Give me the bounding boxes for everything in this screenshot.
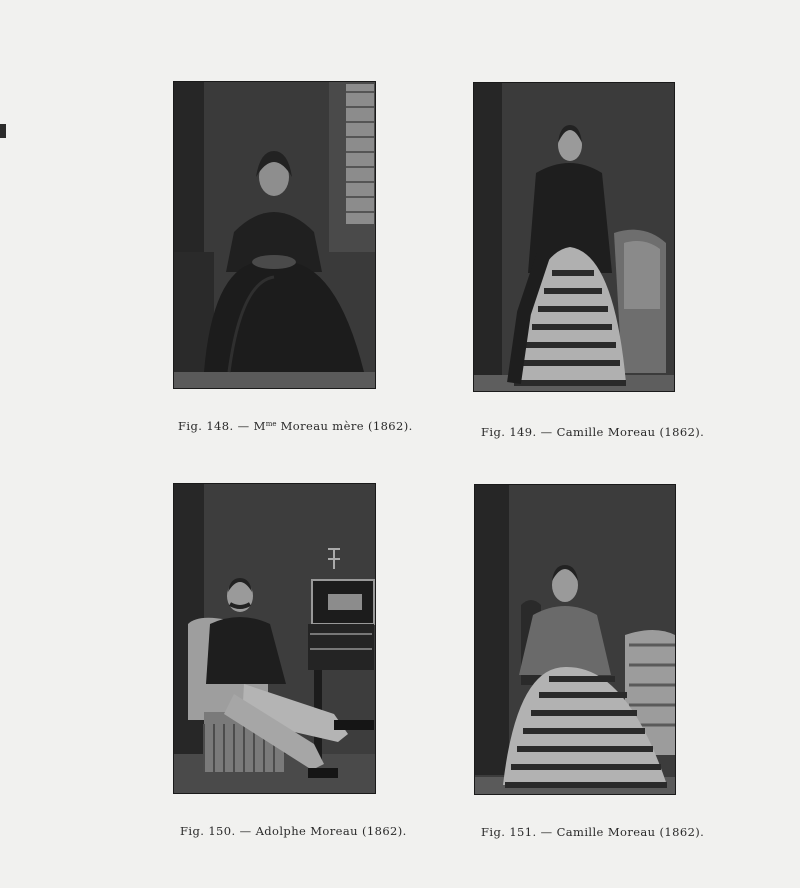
caption-name: Camille Moreau — [556, 825, 656, 839]
caption-dash: — — [536, 425, 557, 439]
caption-name: Camille Moreau — [556, 425, 656, 439]
caption-name: $M^{me}$ Moreau mère — [253, 419, 364, 433]
scan-edge-mark — [0, 124, 6, 138]
photo-fig-151 — [474, 484, 676, 795]
caption-fig-148 — [178, 419, 413, 433]
caption-dash: — — [536, 825, 557, 839]
caption-dash: — — [235, 824, 256, 838]
photo-fig-148 — [173, 81, 376, 389]
caption-fig-label: Fig. 148. — [178, 419, 234, 433]
caption-fig-label: Fig. 149. — [481, 425, 537, 439]
caption-date: (1862). — [655, 425, 705, 439]
caption-date: (1862). — [363, 419, 413, 433]
caption-name: Adolphe Moreau — [255, 824, 358, 838]
caption-date: (1862). — [655, 825, 705, 839]
caption-fig-150 — [180, 824, 407, 838]
photo-fig-149 — [473, 82, 675, 392]
photo-fig-150 — [173, 483, 376, 794]
caption-superscript: me — [265, 420, 277, 428]
caption-fig-151 — [481, 825, 704, 839]
caption-fig-149 — [481, 425, 704, 439]
caption-dash: — — [233, 419, 254, 433]
caption-fig-label: Fig. 151. — [481, 825, 537, 839]
caption-fig-label: Fig. 150. — [180, 824, 236, 838]
caption-date: (1862). — [357, 824, 407, 838]
